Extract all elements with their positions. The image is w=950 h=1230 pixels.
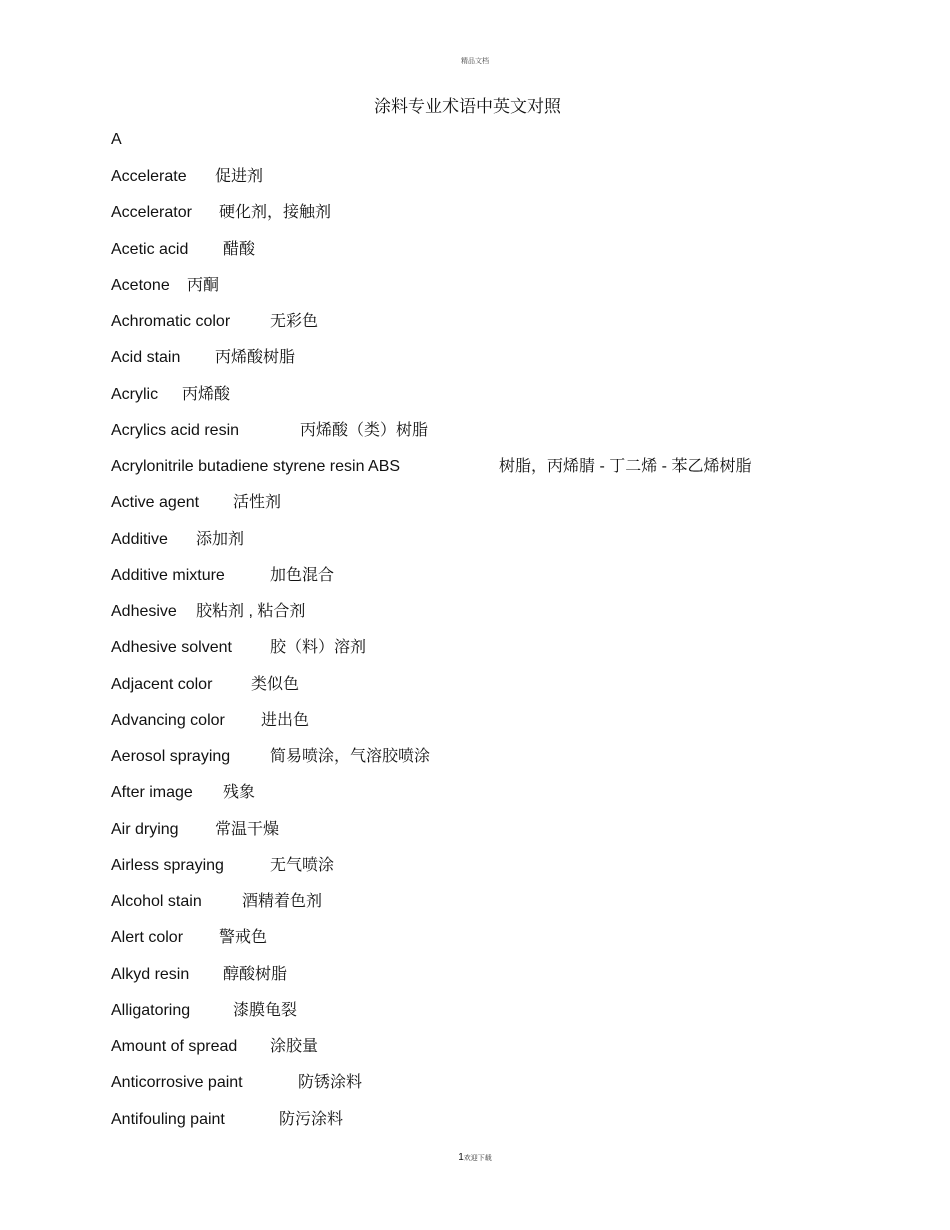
glossary-entry [111, 529, 911, 565]
glossary-entry [111, 420, 911, 456]
glossary-entry [111, 855, 911, 891]
entry-translation: 丙烯酸（类）树脂 [300, 421, 429, 439]
entry-term: Advancing color [111, 711, 225, 729]
entry-translation: 加色混合 [270, 566, 335, 584]
page-footer [0, 1152, 950, 1163]
entry-translation: 促进剂 [215, 168, 264, 185]
entry-term: Acrylonitrile butadiene styrene resin ABS [111, 458, 401, 475]
entry-term: Aerosol spraying [111, 748, 231, 765]
header-note: 精品文档 [461, 58, 489, 65]
entry-translation: 无彩色 [270, 313, 319, 330]
entry-translation: 丙烯酸树脂 [215, 349, 296, 367]
entry-term: Acid stain [111, 349, 181, 367]
entry-term: Airless spraying [111, 856, 224, 874]
glossary-entry [111, 166, 911, 202]
entry-translation: 警戒色 [219, 929, 268, 947]
entry-translation: 涂胶量 [270, 1038, 319, 1055]
glossary-entry [111, 819, 911, 855]
glossary-entry [111, 1036, 911, 1072]
entry-translation: 类似色 [251, 675, 300, 693]
entry-translation: 添加剂 [196, 530, 245, 548]
glossary-entry [111, 311, 911, 347]
entry-translation: 进出色 [261, 711, 310, 729]
entry-term: Anticorrosive paint [111, 1074, 243, 1092]
glossary-entry [111, 964, 911, 1000]
entry-translation: 醇酸树脂 [223, 965, 288, 983]
entry-term: Acetic acid [111, 240, 189, 258]
glossary-entry [111, 637, 911, 673]
entry-term: Adhesive solvent [111, 639, 232, 657]
glossary-entry [111, 275, 911, 311]
glossary-entry [111, 239, 911, 275]
entry-translation: 醋酸 [223, 240, 256, 258]
footer-note: 欢迎下载 [463, 1155, 492, 1162]
entry-term: Acrylic [111, 385, 159, 403]
entry-term: Antifouling paint [111, 1110, 225, 1128]
entry-translation: 胶粘剂 , 粘合剂 [196, 603, 306, 620]
entry-term: Alligatoring [111, 1001, 191, 1019]
glossary-entry [111, 782, 911, 818]
page-number: 1 [458, 1152, 464, 1163]
entry-translation: 丙酮 [187, 276, 220, 294]
glossary-entry [111, 1000, 911, 1036]
glossary-entry [111, 927, 911, 963]
entry-term: Active agent [111, 494, 200, 512]
entry-translation: 丙烯酸 [182, 385, 231, 403]
entry-translation: 硬化剂，接触剂 [219, 204, 332, 222]
glossary-entry [111, 746, 911, 782]
entry-term: Additive mixture [111, 566, 225, 584]
glossary-entry [111, 1109, 911, 1145]
entry-term: Air drying [111, 820, 179, 838]
entry-translation: 胶（料）溶剂 [270, 639, 367, 657]
entry-term: Amount of spread [111, 1038, 238, 1055]
entry-translation: 漆膜龟裂 [233, 1001, 298, 1019]
entry-translation: 酒精着色剂 [242, 893, 323, 910]
glossary-entry [111, 202, 911, 238]
entry-term: Adhesive [111, 603, 177, 620]
section-letter: A [111, 131, 122, 148]
entry-term: Accelerator [111, 204, 192, 222]
glossary-entry [111, 674, 911, 710]
entry-term: Accelerate [111, 168, 187, 185]
glossary-entry [111, 492, 911, 528]
entry-translation: 残象 [223, 784, 256, 802]
entry-translation: 防污涂料 [279, 1110, 344, 1128]
entry-term: Alcohol stain [111, 893, 202, 910]
glossary-entry [111, 456, 911, 492]
entry-term: Acrylics acid resin [111, 421, 240, 439]
page-title: 涂料专业术语中英文对照 [374, 97, 561, 116]
entry-term: Additive [111, 530, 168, 548]
glossary-entry [111, 891, 911, 927]
entry-term: Alkyd resin [111, 965, 190, 983]
entry-translation: 简易喷涂，气溶胶喷涂 [270, 748, 431, 765]
glossary-entry [111, 384, 911, 420]
entry-term: Alert color [111, 929, 184, 947]
glossary-entry [111, 710, 911, 746]
entry-term: After image [111, 784, 193, 802]
entry-term: Achromatic color [111, 313, 231, 330]
glossary-entry [111, 565, 911, 601]
glossary-entry [111, 601, 911, 637]
entry-term: Acetone [111, 276, 170, 294]
glossary-entry [111, 1072, 911, 1108]
entry-translation: 活性剂 [233, 494, 282, 512]
entry-translation: 无气喷涂 [270, 856, 335, 874]
glossary-list [111, 166, 911, 1145]
entry-translation: 常温干燥 [215, 820, 280, 838]
entry-term: Adjacent color [111, 675, 213, 693]
entry-translation: 防锈涂料 [298, 1074, 363, 1092]
glossary-entry [111, 347, 911, 383]
entry-translation: 树脂，丙烯腈 - 丁二烯 - 苯乙烯树脂 [499, 458, 752, 475]
